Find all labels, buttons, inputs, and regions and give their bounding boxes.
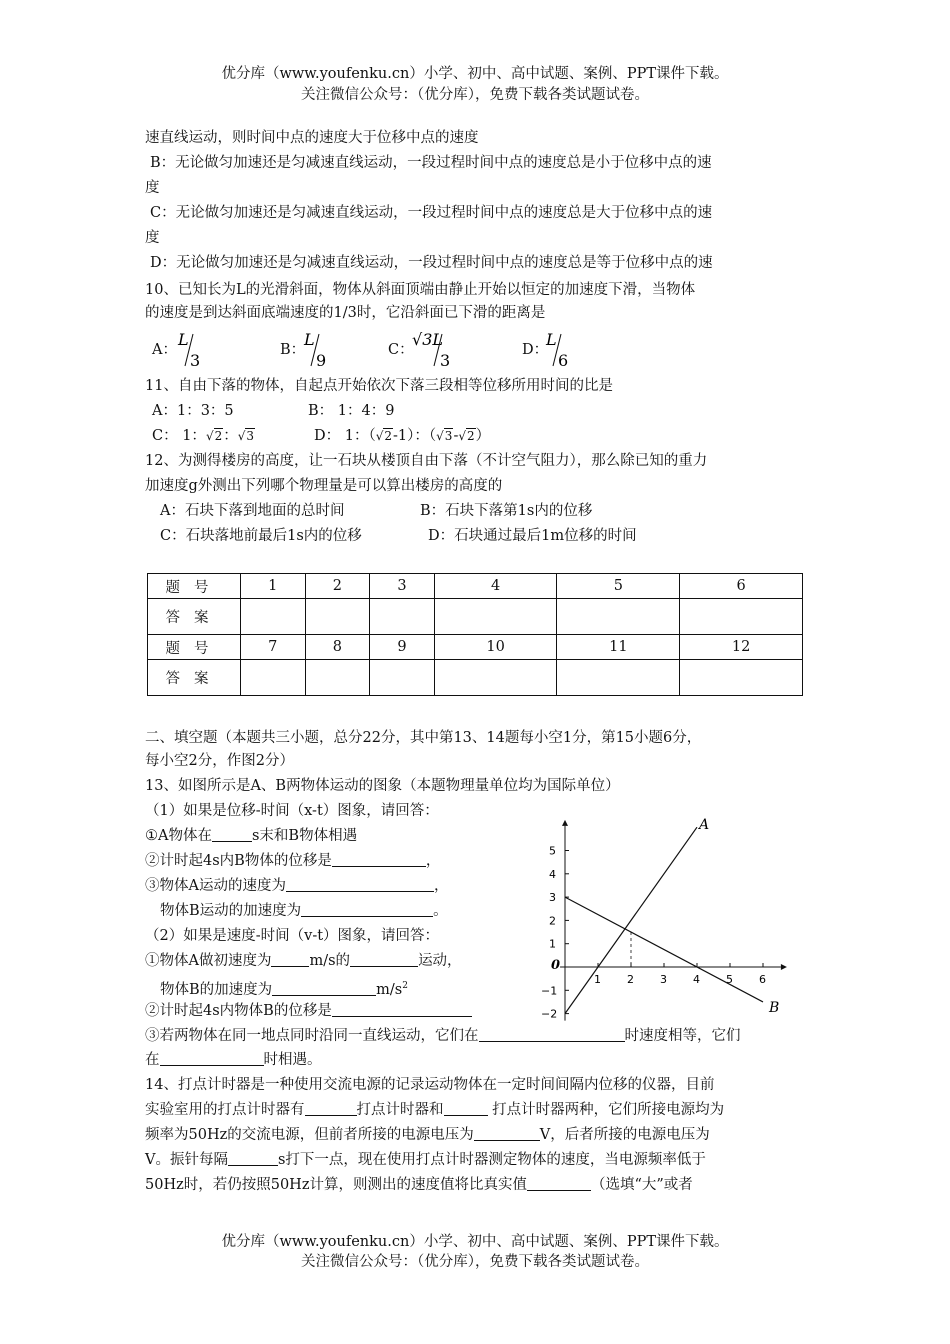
q11-d-part: -1）：（ <box>393 428 437 444</box>
q10-stem-line1: 10、已知长为L的光滑斜面，物体从斜面顶端由静止开始以恒定的加速度下滑，当物体 <box>145 282 696 298</box>
section2-heading-line2: 每小空2分，作图2分） <box>145 753 294 769</box>
q13-part1-item3: ③物体A运动的速度为 ， <box>145 878 449 894</box>
table-row <box>148 599 803 635</box>
q13-part2-item4: ③若两物体在同一地点同时沿同一直线运动，它们在 时速度相等，它们 <box>145 1028 741 1044</box>
q10-option-d-label: D： <box>522 342 549 358</box>
q11-c-radicand-2: 3 <box>246 429 255 443</box>
blank[interactable] <box>332 1001 472 1017</box>
y-tick-label: −2 <box>541 1007 558 1021</box>
series-a-label: A <box>699 817 710 834</box>
y-tick-label: 5 <box>549 844 556 858</box>
series-b-line <box>565 897 763 1002</box>
blank[interactable] <box>286 876 434 892</box>
blank[interactable] <box>527 1175 591 1191</box>
q10-d-denominator: 6 <box>558 351 569 370</box>
question-number-header: 题号 <box>148 574 241 599</box>
q9-option-b-wrap: 度 <box>145 180 160 196</box>
answer-cell[interactable] <box>557 660 680 696</box>
table-cell: 10 <box>434 635 557 660</box>
answer-cell[interactable] <box>305 660 370 696</box>
blank[interactable] <box>160 1050 264 1066</box>
blank[interactable] <box>479 1026 625 1042</box>
q11-stem: 11、自由下落的物体，自起点开始依次下落三段相等位移所用时间的比是 <box>145 378 613 394</box>
q14-line2: 实验室用的打点计时器有 打点计时器和 打点计时器两种，它们所接电源均为 <box>145 1102 725 1118</box>
y-tick-label: 1 <box>549 937 556 951</box>
q12-option-c: C：石块落地前最后1s内的位移 <box>160 528 362 544</box>
blank[interactable] <box>350 951 418 967</box>
table-cell: 9 <box>370 635 435 660</box>
blank[interactable] <box>212 826 252 842</box>
q10-a-denominator: 3 <box>190 351 201 370</box>
y-tick-label: −1 <box>541 984 558 998</box>
ab-motion-graph <box>530 812 810 1021</box>
sqrt-symbol: √2 <box>205 429 223 443</box>
table-cell: 6 <box>680 574 803 599</box>
q14-line3: 频率为50Hz的交流电源，但前者所接的电源电压为 V，后者所接的电源电压为 <box>145 1127 710 1143</box>
q11-d-minus: - <box>453 428 459 444</box>
q14-line1: 14、打点计时器是一种使用交流电源的记录运动物体在一定时间间隔内位移的仪器，目前 <box>145 1077 715 1093</box>
q9-option-c-wrap: 度 <box>145 230 160 246</box>
table-cell: 12 <box>680 635 803 660</box>
section2-heading-line1: 二、填空题（本题共三小题，总分22分，其中第13、14题每小空1分，第15小题6分， <box>145 730 702 746</box>
q10-a-numerator: L <box>178 330 189 349</box>
q10-option-c-label: C： <box>388 342 414 358</box>
q9-option-b: B：无论做匀加速还是匀减速直线运动，一段过程时间中点的速度总是小于位移中点的速 <box>150 155 712 171</box>
header-line-2: 关注微信公众号：（优分库），免费下载各类试题试卷。 <box>301 87 649 103</box>
q12-option-d: D：石块通过最后1m位移的时间 <box>428 528 637 544</box>
q9-option-c: C：无论做匀加速还是匀减速直线运动，一段过程时间中点的速度总是大于位移中点的速 <box>150 205 713 221</box>
y-tick-label: 4 <box>549 867 556 881</box>
q10-c-denominator: 3 <box>440 351 451 370</box>
table-cell: 11 <box>557 635 680 660</box>
header-line-1: 优分库（www.youfenku.cn）小学、初中、高中试题、案例、PPT课件下载。 <box>221 66 729 82</box>
x-axis-arrow <box>781 964 787 970</box>
q13-part2-item2: 物体B的加速度为 $m/s^2$ <box>160 981 408 998</box>
table-cell: 3 <box>370 574 435 599</box>
footer-line-1: 优分库（www.youfenku.cn）小学、初中、高中试题、案例、PPT课件下载。 <box>221 1234 729 1250</box>
series-b-label: B <box>769 999 780 1016</box>
q10-b-numerator: L <box>304 330 315 349</box>
q13-part2-heading: （2）如果是速度-时间（v-t）图象，请回答： <box>145 928 440 944</box>
table-cell: 1 <box>241 574 306 599</box>
q10-c-numerator: √3L <box>412 330 443 349</box>
answer-cell[interactable] <box>370 660 435 696</box>
q13-part1-item4: 物体B运动的加速度为 。 <box>160 903 448 919</box>
table-row <box>148 660 803 696</box>
q11-d-end: ） <box>475 428 491 444</box>
table-cell: 2 <box>305 574 370 599</box>
x-tick-label: 1 <box>594 973 601 986</box>
y-axis-arrow <box>562 820 568 826</box>
q12-stem-line1: 12、为测得楼房的高度，让一石块从楼顶自由下落（不计空气阻力），那么除已知的重力 <box>145 453 708 469</box>
y-tick-label: 3 <box>549 891 556 905</box>
blank[interactable] <box>228 1150 278 1166</box>
blank[interactable] <box>272 980 376 996</box>
q12-option-b: B：石块下落第1s内的位移 <box>420 503 593 519</box>
answer-cell[interactable] <box>680 660 803 696</box>
q11-d-prefix: D： 1：（ <box>314 428 376 444</box>
answer-cell[interactable] <box>370 599 435 635</box>
blank[interactable] <box>271 951 309 967</box>
answer-cell[interactable] <box>241 660 306 696</box>
x-tick-label: 3 <box>660 973 667 986</box>
answer-cell[interactable] <box>241 599 306 635</box>
table-cell: 5 <box>557 574 680 599</box>
q10-option-d-fraction <box>544 328 574 370</box>
q13-part1-item2: ②计时起4s内B物体的位移是 ， <box>145 853 441 869</box>
x-tick-label: 4 <box>693 973 700 986</box>
answer-cell[interactable] <box>557 599 680 635</box>
q13-stem: 13、如图所示是A、B两物体运动的图象（本题物理量单位均为国际单位） <box>145 778 620 794</box>
q11-d-radicand-2: 3 <box>444 429 453 443</box>
q10-option-a-fraction <box>176 328 206 370</box>
answer-header: 答案 <box>148 660 241 696</box>
blank[interactable] <box>301 901 433 917</box>
answer-cell[interactable] <box>434 599 557 635</box>
q10-stem-line2: 的速度是到达斜面底端速度的1/3时，它沿斜面已下滑的距离是 <box>145 305 546 321</box>
q11-d-radicand-3: 2 <box>467 429 475 443</box>
q11-option-b: B： 1：4：9 <box>308 403 395 419</box>
q10-option-b-fraction <box>302 328 332 370</box>
answer-cell[interactable] <box>680 599 803 635</box>
q13-part2-item3: ②计时起4s内物体B的位移是 <box>145 1001 525 1021</box>
q9-continuation: 速直线运动，则时间中点的速度大于位移中点的速度 <box>145 130 479 146</box>
q13-part1-heading: （1）如果是位移-时间（x-t）图象，请回答： <box>145 803 439 819</box>
answer-cell[interactable] <box>434 660 557 696</box>
blank[interactable] <box>474 1125 540 1141</box>
question-number-header: 题号 <box>148 635 241 660</box>
q11-option-a: A：1：3：5 <box>152 403 234 419</box>
answer-header: 答案 <box>148 599 241 635</box>
blank[interactable] <box>332 851 426 867</box>
q14-line4: V。振针每隔 s打下一点，现在使用打点计时器测定物体的速度，当电源频率低于 <box>145 1152 706 1168</box>
q11-c-prefix: C： 1： <box>152 428 206 444</box>
answer-table <box>147 573 803 696</box>
q11-c-sep: ： <box>223 428 238 444</box>
q12-option-a: A：石块下落到地面的总时间 <box>160 503 345 519</box>
x-tick-label: 2 <box>627 973 634 986</box>
q11-d-radicand-1: 2 <box>384 429 393 443</box>
table-row <box>148 635 803 660</box>
q10-b-denominator: 9 <box>316 351 327 370</box>
table-cell: 7 <box>241 635 306 660</box>
q11-option-d <box>314 426 574 446</box>
y-tick-label: 2 <box>549 914 556 928</box>
blank[interactable] <box>444 1100 488 1116</box>
q11-c-radicand-1: 2 <box>214 429 223 443</box>
x-tick-label: 5 <box>726 973 733 986</box>
table-cell: 4 <box>434 574 557 599</box>
q10-option-a-label: A： <box>152 342 177 358</box>
blank[interactable] <box>305 1100 357 1116</box>
q10-option-c-fraction <box>410 328 460 370</box>
sqrt-symbol: √2 <box>458 429 475 443</box>
q10-option-b-label: B： <box>280 342 306 358</box>
x-tick-label: 6 <box>759 973 766 986</box>
table-cell: 8 <box>305 635 370 660</box>
q11-option-c <box>152 426 302 446</box>
footer-line-2: 关注微信公众号：（优分库），免费下载各类试题试卷。 <box>301 1254 649 1270</box>
q12-stem-line2: 加速度g外测出下列哪个物理量是可以算出楼房的高度的 <box>145 478 503 494</box>
sqrt-symbol: √2 <box>375 429 393 443</box>
q14-line5: 50Hz时，若仍按照50Hz计算，则测出的速度值将比真实值 （选填“大”或者 <box>145 1177 693 1193</box>
answer-cell[interactable] <box>305 599 370 635</box>
q13-part1-item1: ①A物体在 s末和B物体相遇 <box>145 828 358 844</box>
q13-part2-item1: ①物体A做初速度为 m/s的 运动， <box>145 953 462 969</box>
table-row <box>148 574 803 599</box>
q10-d-numerator: L <box>546 330 557 349</box>
sqrt-symbol: √3 <box>436 429 453 443</box>
sqrt-symbol: √3 <box>237 429 255 443</box>
origin-label: 0 <box>551 958 561 973</box>
q9-option-d: D：无论做匀加速还是匀减速直线运动，一段过程时间中点的速度总是等于位移中点的速 <box>150 255 713 271</box>
q13-part2-item5: 在 时相遇。 <box>145 1052 322 1068</box>
